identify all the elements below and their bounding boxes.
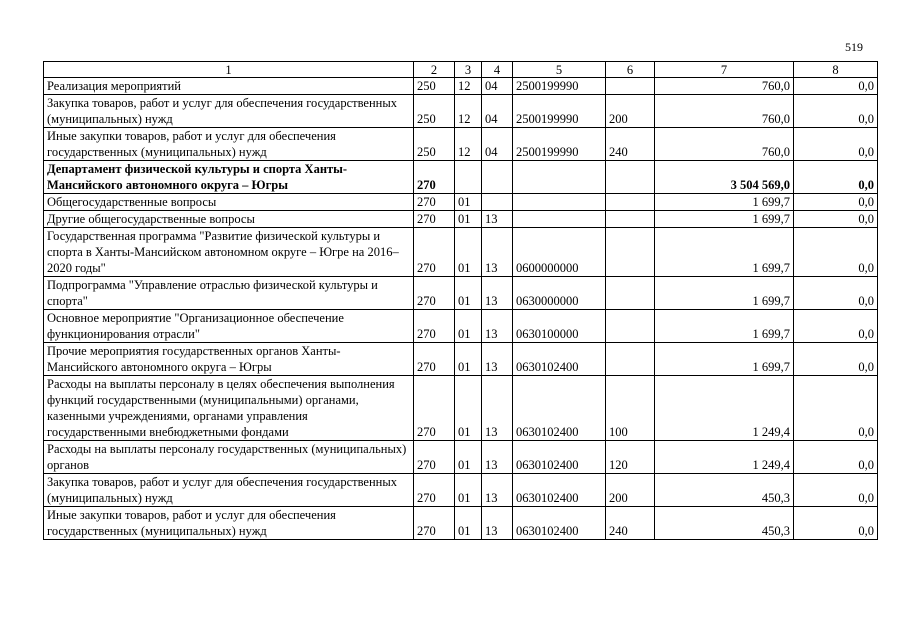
table-row — [44, 376, 878, 441]
amount-cell: 1 699,7 — [655, 194, 794, 211]
table-row — [44, 161, 878, 194]
admin-code-cell: 250 — [414, 95, 455, 128]
subsection-cell: 13 — [482, 343, 513, 376]
row-name-cell: Реализация мероприятий — [44, 78, 414, 95]
section-cell: 01 — [455, 310, 482, 343]
section-cell: 12 — [455, 78, 482, 95]
expense-type-cell — [606, 277, 655, 310]
amount-secondary-cell: 0,0 — [794, 376, 878, 441]
subsection-cell: 13 — [482, 474, 513, 507]
table-row — [44, 194, 878, 211]
section-cell: 01 — [455, 474, 482, 507]
subsection-cell: 13 — [482, 277, 513, 310]
amount-cell: 1 699,7 — [655, 228, 794, 277]
row-name-cell: Закупка товаров, работ и услуг для обеспечения государственных (муниципальных) нужд — [44, 474, 414, 507]
amount-cell: 450,3 — [655, 507, 794, 540]
admin-code-cell: 270 — [414, 441, 455, 474]
table-row — [44, 95, 878, 128]
admin-code-cell: 270 — [414, 211, 455, 228]
page-number: 519 — [845, 40, 863, 54]
header-cell: 2 — [414, 62, 455, 78]
section-cell: 01 — [455, 343, 482, 376]
subsection-cell: 13 — [482, 211, 513, 228]
section-cell: 01 — [455, 228, 482, 277]
header-cell: 6 — [606, 62, 655, 78]
amount-cell: 3 504 569,0 — [655, 161, 794, 194]
expense-type-cell — [606, 228, 655, 277]
admin-code-cell: 250 — [414, 128, 455, 161]
amount-cell: 760,0 — [655, 95, 794, 128]
subsection-cell — [482, 161, 513, 194]
amount-secondary-cell: 0,0 — [794, 194, 878, 211]
expense-type-cell — [606, 211, 655, 228]
header-cell: 5 — [513, 62, 606, 78]
expense-type-cell — [606, 161, 655, 194]
subsection-cell — [482, 194, 513, 211]
budget-table — [43, 61, 878, 540]
row-name-cell: Департамент физической культуры и спорта Ханты-Мансийского автономного округа – Югры — [44, 161, 414, 194]
table-row — [44, 78, 878, 95]
admin-code-cell: 270 — [414, 228, 455, 277]
header-cell: 7 — [655, 62, 794, 78]
amount-secondary-cell: 0,0 — [794, 128, 878, 161]
admin-code-cell: 270 — [414, 474, 455, 507]
section-cell: 01 — [455, 277, 482, 310]
subsection-cell: 13 — [482, 376, 513, 441]
row-name-cell: Иные закупки товаров, работ и услуг для обеспечения государственных (муниципальных) нужд — [44, 128, 414, 161]
amount-cell: 1 699,7 — [655, 211, 794, 228]
expense-type-cell: 200 — [606, 95, 655, 128]
target-article-cell: 0630102400 — [513, 474, 606, 507]
amount-secondary-cell: 0,0 — [794, 441, 878, 474]
row-name-cell: Иные закупки товаров, работ и услуг для обеспечения государственных (муниципальных) нужд — [44, 507, 414, 540]
table-row — [44, 128, 878, 161]
target-article-cell: 0630000000 — [513, 277, 606, 310]
table-header-row — [44, 62, 878, 78]
target-article-cell: 0630102400 — [513, 376, 606, 441]
target-article-cell: 2500199990 — [513, 95, 606, 128]
subsection-cell: 13 — [482, 228, 513, 277]
header-cell: 3 — [455, 62, 482, 78]
target-article-cell: 0630102400 — [513, 343, 606, 376]
expense-type-cell: 240 — [606, 507, 655, 540]
row-name-cell: Общегосударственные вопросы — [44, 194, 414, 211]
target-article-cell: 2500199990 — [513, 78, 606, 95]
expense-type-cell — [606, 194, 655, 211]
amount-secondary-cell: 0,0 — [794, 211, 878, 228]
amount-cell: 1 249,4 — [655, 376, 794, 441]
target-article-cell — [513, 161, 606, 194]
section-cell: 01 — [455, 194, 482, 211]
subsection-cell: 13 — [482, 507, 513, 540]
amount-secondary-cell: 0,0 — [794, 228, 878, 277]
header-cell: 4 — [482, 62, 513, 78]
section-cell: 12 — [455, 95, 482, 128]
row-name-cell: Другие общегосударственные вопросы — [44, 211, 414, 228]
section-cell: 01 — [455, 507, 482, 540]
subsection-cell: 13 — [482, 441, 513, 474]
row-name-cell: Подпрограмма "Управление отраслью физической культуры и спорта" — [44, 277, 414, 310]
amount-secondary-cell: 0,0 — [794, 343, 878, 376]
admin-code-cell: 270 — [414, 376, 455, 441]
amount-secondary-cell: 0,0 — [794, 78, 878, 95]
subsection-cell: 13 — [482, 310, 513, 343]
row-name-cell: Расходы на выплаты персоналу государственных (муниципальных) органов — [44, 441, 414, 474]
amount-secondary-cell: 0,0 — [794, 277, 878, 310]
expense-type-cell — [606, 343, 655, 376]
amount-cell: 1 699,7 — [655, 343, 794, 376]
amount-cell: 1 699,7 — [655, 277, 794, 310]
expense-type-cell: 120 — [606, 441, 655, 474]
row-name-cell: Государственная программа "Развитие физической культуры и спорта в Ханты-Мансийском автономном округе – Югре на 2016–2020 годы" — [44, 228, 414, 277]
subsection-cell: 04 — [482, 128, 513, 161]
amount-secondary-cell: 0,0 — [794, 161, 878, 194]
row-name-cell: Прочие мероприятия государственных органов Ханты-Мансийского автономного округа – Югры — [44, 343, 414, 376]
table-row — [44, 474, 878, 507]
amount-secondary-cell: 0,0 — [794, 310, 878, 343]
table-row — [44, 507, 878, 540]
target-article-cell: 2500199990 — [513, 128, 606, 161]
admin-code-cell: 270 — [414, 161, 455, 194]
amount-secondary-cell: 0,0 — [794, 95, 878, 128]
section-cell — [455, 161, 482, 194]
header-cell: 8 — [794, 62, 878, 78]
amount-cell: 760,0 — [655, 78, 794, 95]
header-cell: 1 — [44, 62, 414, 78]
amount-cell: 1 249,4 — [655, 441, 794, 474]
amount-secondary-cell: 0,0 — [794, 474, 878, 507]
amount-cell: 450,3 — [655, 474, 794, 507]
admin-code-cell: 270 — [414, 343, 455, 376]
admin-code-cell: 270 — [414, 310, 455, 343]
table-row — [44, 343, 878, 376]
row-name-cell: Расходы на выплаты персоналу в целях обеспечения выполнения функций государственными (муниципальными) органами, казенными учреждениями, органами управления государственными внебюджетными фондами — [44, 376, 414, 441]
admin-code-cell: 270 — [414, 194, 455, 211]
table-row — [44, 228, 878, 277]
section-cell: 12 — [455, 128, 482, 161]
admin-code-cell: 250 — [414, 78, 455, 95]
expense-type-cell — [606, 78, 655, 95]
table-row — [44, 211, 878, 228]
expense-type-cell: 100 — [606, 376, 655, 441]
admin-code-cell: 270 — [414, 277, 455, 310]
amount-cell: 1 699,7 — [655, 310, 794, 343]
expense-type-cell: 240 — [606, 128, 655, 161]
row-name-cell: Закупка товаров, работ и услуг для обеспечения государственных (муниципальных) нужд — [44, 95, 414, 128]
target-article-cell: 0630102400 — [513, 441, 606, 474]
subsection-cell: 04 — [482, 78, 513, 95]
amount-cell: 760,0 — [655, 128, 794, 161]
section-cell: 01 — [455, 211, 482, 228]
table-row — [44, 310, 878, 343]
row-name-cell: Основное мероприятие "Организационное обеспечение функционирования отрасли" — [44, 310, 414, 343]
target-article-cell — [513, 211, 606, 228]
target-article-cell: 0630102400 — [513, 507, 606, 540]
section-cell: 01 — [455, 376, 482, 441]
admin-code-cell: 270 — [414, 507, 455, 540]
expense-type-cell: 200 — [606, 474, 655, 507]
section-cell: 01 — [455, 441, 482, 474]
amount-secondary-cell: 0,0 — [794, 507, 878, 540]
target-article-cell: 0600000000 — [513, 228, 606, 277]
table-row — [44, 277, 878, 310]
target-article-cell: 0630100000 — [513, 310, 606, 343]
subsection-cell: 04 — [482, 95, 513, 128]
expense-type-cell — [606, 310, 655, 343]
target-article-cell — [513, 194, 606, 211]
table-row — [44, 441, 878, 474]
